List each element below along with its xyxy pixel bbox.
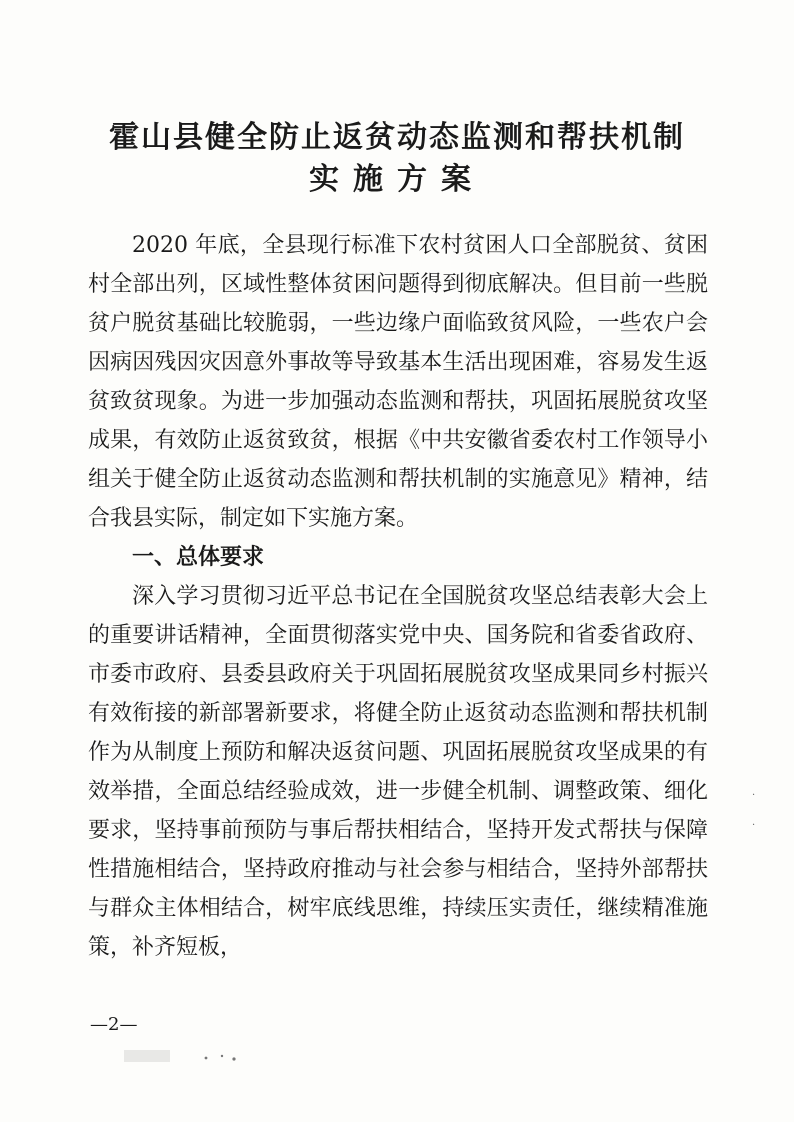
document-body	[88, 226, 708, 967]
section-heading-general-requirements: 一、总体要求	[132, 545, 265, 570]
document-title-line-2: 实施方案	[309, 162, 485, 197]
intro-paragraph: 2020 年底，全县现行标准下农村贫困人口全部脱贫、贫困村全部出列，区域性整体贫困问题得到彻底解决。但目前一些脱贫户脱贫基础比较脆弱，一些边缘户面临致贫风险，一些农户会因病因残因灾因意外事故等导致基本生活出现困难，容易发生返贫致贫现象。为进一步加强动态监测和帮扶，巩固拓展脱贫攻坚成果，有效防止返贫致贫，根据《中共安徽省委农村工作领导小组关于健全防止返贫动态监测和帮扶机制的实施意见》精神，结合我县实际，制定如下实施方案。	[88, 233, 708, 531]
general-requirements-paragraph: 深入学习贯彻习近平总书记在全国脱贫攻坚总结表彰大会上的重要讲话精神，全面贯彻落实党中央、国务院和省委省政府、市委市政府、县委县政府关于巩固拓展脱贫攻坚成果同乡村振兴有效衔接的新部署新要求，将健全防止返贫动态监测和帮扶机制作为从制度上预防和解决返贫问题、巩固拓展脱贫攻坚成果的有效举措，全面总结经验成效，进一步健全机制、调整政策、细化要求，坚持事前预防与事后帮扶相结合，坚持开发式帮扶与保障性措施相结合，坚持政府推动与社会参与相结合，坚持外部帮扶与群众主体相结合，树牢底线思维，持续压实责任，继续精准施策，补齐短板，	[88, 584, 708, 960]
document-title-line-1: 霍山县健全防止返贫动态监测和帮扶机制	[109, 120, 685, 155]
scan-speck: ·	[752, 790, 756, 801]
scan-noise-mark	[122, 1044, 252, 1066]
page-number: —2—	[90, 1014, 138, 1035]
scan-speck: ·	[752, 820, 756, 831]
